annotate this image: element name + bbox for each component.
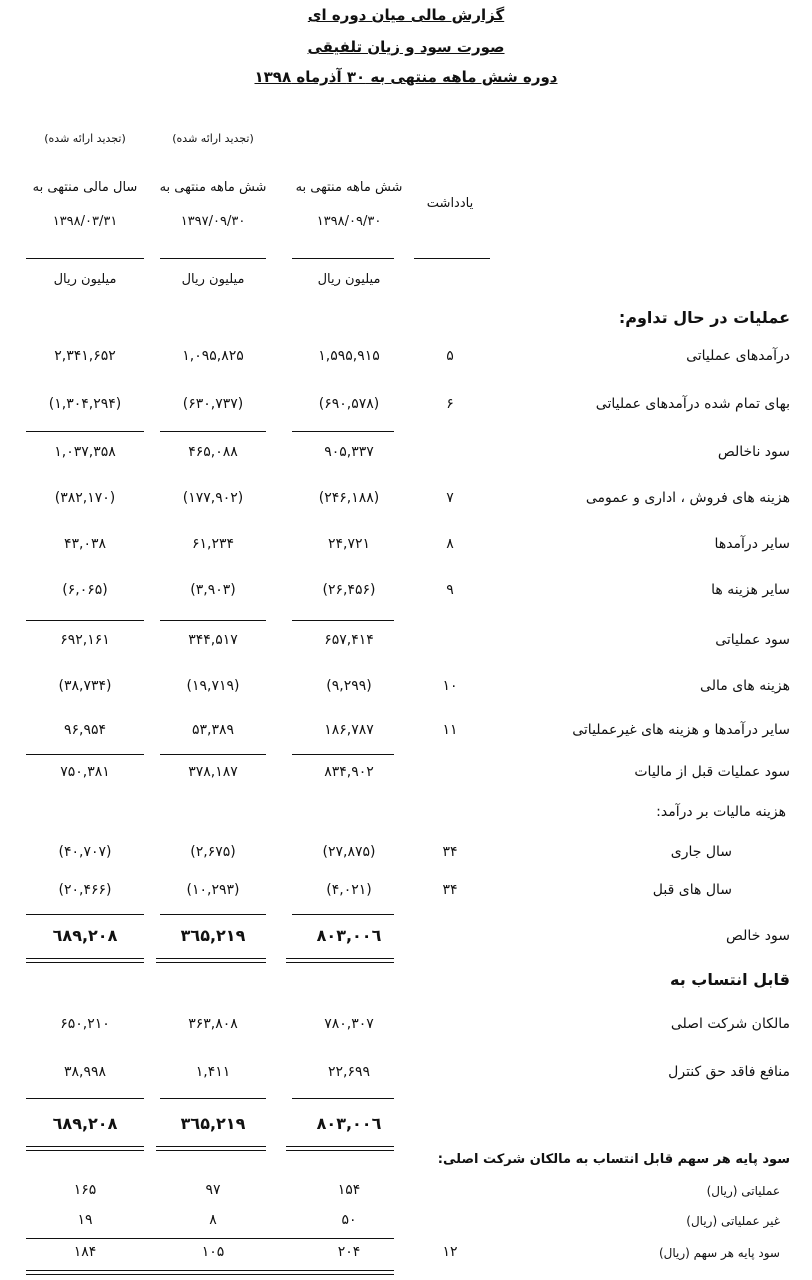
row-label: سود پایه هر سهم (ریال) <box>658 1246 780 1260</box>
cell-col2: (۱۰,۲۹۳) <box>186 882 240 898</box>
cell-col3: ۴۳,۰۳۸ <box>63 536 107 552</box>
cell-col1: ۷۸۰,۳۰۷ <box>324 1016 374 1032</box>
cell-col3: ۱,۰۳۷,۳۵۸ <box>54 444 116 460</box>
eps-total-double-rule <box>26 1270 394 1275</box>
cell-col2: (۳,۹۰۳) <box>190 582 236 598</box>
cell-col3: (۶,۰۶۵) <box>62 582 108 598</box>
col3-title: سال مالی منتهی به <box>32 180 138 195</box>
restated-label-col3: (تجدید ارائه شده) <box>44 132 126 145</box>
cell-col2: ۸ <box>209 1212 217 1228</box>
subtotal-rule-col1 <box>292 620 394 621</box>
statement-title: صورت سود و زیان تلفیقی <box>307 38 505 56</box>
cell-col3: ۲,۳۴۱,۶۵۲ <box>54 348 116 364</box>
cell-col3: ۶۵۰,۲۱۰ <box>60 1016 110 1032</box>
cell-col3: ۹۶,۹۵۴ <box>63 722 107 738</box>
cell-col3: (۲۰,۴۶۶) <box>58 882 112 898</box>
row-label: هزینه های فروش ، اداری و عمومی <box>585 490 790 506</box>
row-note: ۵ <box>446 348 454 364</box>
subtotal-rule-col3 <box>26 754 144 755</box>
row-note: ۱۲ <box>442 1244 458 1260</box>
cell-col1: ۱,۵۹۵,۹۱۵ <box>318 348 380 364</box>
row-label: سود عملیاتی <box>715 632 790 648</box>
col2-header-rule <box>160 258 266 259</box>
row-label: منافع فاقد حق کنترل <box>668 1064 790 1080</box>
cell-col1: ۲۴,۷۲۱ <box>327 536 371 552</box>
row-note: ۱۰ <box>442 678 458 694</box>
cell-col3: (۱,۳۰۴,۲۹۴) <box>48 396 122 412</box>
cell-col3: ۷۵۰,۳۸۱ <box>60 764 110 780</box>
cell-col1: ۸۰۳,۰۰٦ <box>316 1114 382 1133</box>
cell-col3: ۱۶۵ <box>73 1182 97 1198</box>
cell-col2: ۳٦۵,۲۱۹ <box>180 1114 246 1133</box>
cell-col3: (۳۸۲,۱۷۰) <box>54 490 116 506</box>
total-double-rule-col3 <box>26 1146 144 1151</box>
section-continuing-operations: عملیات در حال تداوم: <box>618 308 790 327</box>
cell-col1: (۲۴۶,۱۸۸) <box>318 490 380 506</box>
subtotal-rule-col2 <box>160 431 266 432</box>
section-attributable: قابل انتساب به <box>669 970 790 989</box>
row-label: سال های قبل <box>652 882 732 898</box>
cell-col1: ۱۸۶,۷۸۷ <box>324 722 374 738</box>
row-label: سایر درآمدها و هزینه های غیرعملیاتی <box>572 722 790 738</box>
row-note: ۳۴ <box>442 844 458 860</box>
cell-col2: (۱۷۷,۹۰۲) <box>182 490 244 506</box>
row-note: ۶ <box>446 396 454 412</box>
col3-header-rule <box>26 258 144 259</box>
cell-col1: (۶۹۰,۵۷۸) <box>318 396 380 412</box>
cell-col2: ۳۷۸,۱۸۷ <box>188 764 238 780</box>
total-double-rule-col2 <box>156 1146 266 1151</box>
col1-date: ۱۳۹۸/۰۹/۳۰ <box>316 214 382 229</box>
row-label: عملیاتی (ریال) <box>706 1184 780 1198</box>
cell-col2: ۴۶۵,۰۸۸ <box>188 444 238 460</box>
row-note: ۹ <box>446 582 454 598</box>
note-header-rule <box>414 258 490 259</box>
subtotal-rule-col1 <box>292 914 394 915</box>
row-note: ۷ <box>446 490 454 506</box>
cell-col2: ۳۶۳,۸۰۸ <box>188 1016 238 1032</box>
total-double-rule-col3 <box>26 958 144 963</box>
cell-col3: ٦۸۹,۲۰۸ <box>52 926 118 945</box>
cell-col2: ۹۷ <box>205 1182 221 1198</box>
col1-unit: میلیون ریال <box>317 272 381 287</box>
cell-col2: ۵۳,۳۸۹ <box>191 722 235 738</box>
col2-unit: میلیون ریال <box>181 272 245 287</box>
subtotal-rule-col2 <box>160 1098 266 1099</box>
row-label: سود عملیات قبل از مالیات <box>634 764 790 780</box>
row-note: ۳۴ <box>442 882 458 898</box>
row-label: سال جاری <box>670 844 732 860</box>
cell-col3: (۳۸,۷۳۴) <box>58 678 112 694</box>
subtotal-rule-col2 <box>160 620 266 621</box>
subtotal-rule-col3 <box>26 431 144 432</box>
col2-date: ۱۳۹۷/۰۹/۳۰ <box>180 214 246 229</box>
cell-col2: ۳۴۴,۵۱۷ <box>188 632 238 648</box>
col3-date: ۱۳۹۸/۰۳/۳۱ <box>52 214 118 229</box>
cell-col1: ۲۲,۶۹۹ <box>327 1064 371 1080</box>
row-label: مالکان شرکت اصلی <box>670 1016 790 1032</box>
cell-col2: (۶۳۰,۷۳۷) <box>182 396 244 412</box>
col2-title: شش ماهه منتهی به <box>159 180 267 195</box>
row-label: بهای تمام شده درآمدهای عملیاتی <box>595 396 790 412</box>
col1-title: شش ماهه منتهی به <box>295 180 403 195</box>
cell-col2: ۱,۰۹۵,۸۲۵ <box>182 348 244 364</box>
cell-col2: ۳٦۵,۲۱۹ <box>180 926 246 945</box>
section-eps: سود پایه هر سهم قابل انتساب به مالکان شرکت اصلی: <box>437 1152 790 1167</box>
cell-col1: (۹,۲۹۹) <box>326 678 372 694</box>
cell-col3: (۴۰,۷۰۷) <box>58 844 112 860</box>
cell-col3: ۶۹۲,۱۶۱ <box>60 632 110 648</box>
cell-col3: ۳۸,۹۹۸ <box>63 1064 107 1080</box>
subtotal-rule-col2 <box>160 914 266 915</box>
row-note: ۸ <box>446 536 454 552</box>
eps-subtotal-rule <box>26 1238 394 1239</box>
cell-col2: (۲,۶۷۵) <box>190 844 236 860</box>
subtotal-rule-col3 <box>26 1098 144 1099</box>
subtotal-rule-col1 <box>292 754 394 755</box>
cell-col2: ۱,۴۱۱ <box>195 1064 231 1080</box>
cell-col2: ۱۰۵ <box>201 1244 225 1260</box>
subtotal-rule-col1 <box>292 1098 394 1099</box>
cell-col3: ۱۸۴ <box>73 1244 97 1260</box>
cell-col2: (۱۹,۷۱۹) <box>186 678 240 694</box>
row-label: سایر هزینه ها <box>711 582 790 598</box>
subtotal-rule-col2 <box>160 754 266 755</box>
total-double-rule-col1 <box>286 1146 394 1151</box>
row-label: درآمدهای عملیاتی <box>686 348 790 364</box>
row-label: سود ناخالص <box>717 444 790 460</box>
cell-col1: ۱۵۴ <box>337 1182 361 1198</box>
cell-col3: ۱۹ <box>77 1212 93 1228</box>
cell-col1: (۲۷,۸۷۵) <box>322 844 376 860</box>
cell-col3: ٦۸۹,۲۰۸ <box>52 1114 118 1133</box>
cell-col1: (۲۶,۴۵۶) <box>322 582 376 598</box>
cell-col1: ۶۵۷,۴۱۴ <box>324 632 374 648</box>
note-header: یادداشت <box>426 196 474 211</box>
total-double-rule-col2 <box>156 958 266 963</box>
period-title: دوره شش ماهه منتهی به ۳۰ آذرماه ۱۳۹۸ <box>254 68 558 86</box>
cell-col2: ۶۱,۲۳۴ <box>191 536 235 552</box>
row-label: سود خالص <box>726 928 790 944</box>
cell-col1: ۸۰۳,۰۰٦ <box>316 926 382 945</box>
col1-header-rule <box>292 258 394 259</box>
report-title: گزارش مالی میان دوره ای <box>307 6 505 24</box>
tax-section-title: هزینه مالیات بر درآمد: <box>656 804 786 820</box>
restated-label-col2: (تجدید ارائه شده) <box>172 132 254 145</box>
row-label: هزینه های مالی <box>700 678 790 694</box>
cell-col1: ۸۳۴,۹۰۲ <box>324 764 374 780</box>
cell-col1: (۴,۰۲۱) <box>326 882 372 898</box>
row-label: سایر درآمدها <box>714 536 790 552</box>
col3-unit: میلیون ریال <box>53 272 117 287</box>
subtotal-rule-col3 <box>26 914 144 915</box>
subtotal-rule-col3 <box>26 620 144 621</box>
cell-col1: ۹۰۵,۳۳۷ <box>324 444 374 460</box>
row-label: غیر عملیاتی (ریال) <box>686 1214 780 1228</box>
row-note: ۱۱ <box>442 722 458 738</box>
cell-col1: ۲۰۴ <box>337 1244 361 1260</box>
subtotal-rule-col1 <box>292 431 394 432</box>
total-double-rule-col1 <box>286 958 394 963</box>
cell-col1: ۵۰ <box>341 1212 357 1228</box>
